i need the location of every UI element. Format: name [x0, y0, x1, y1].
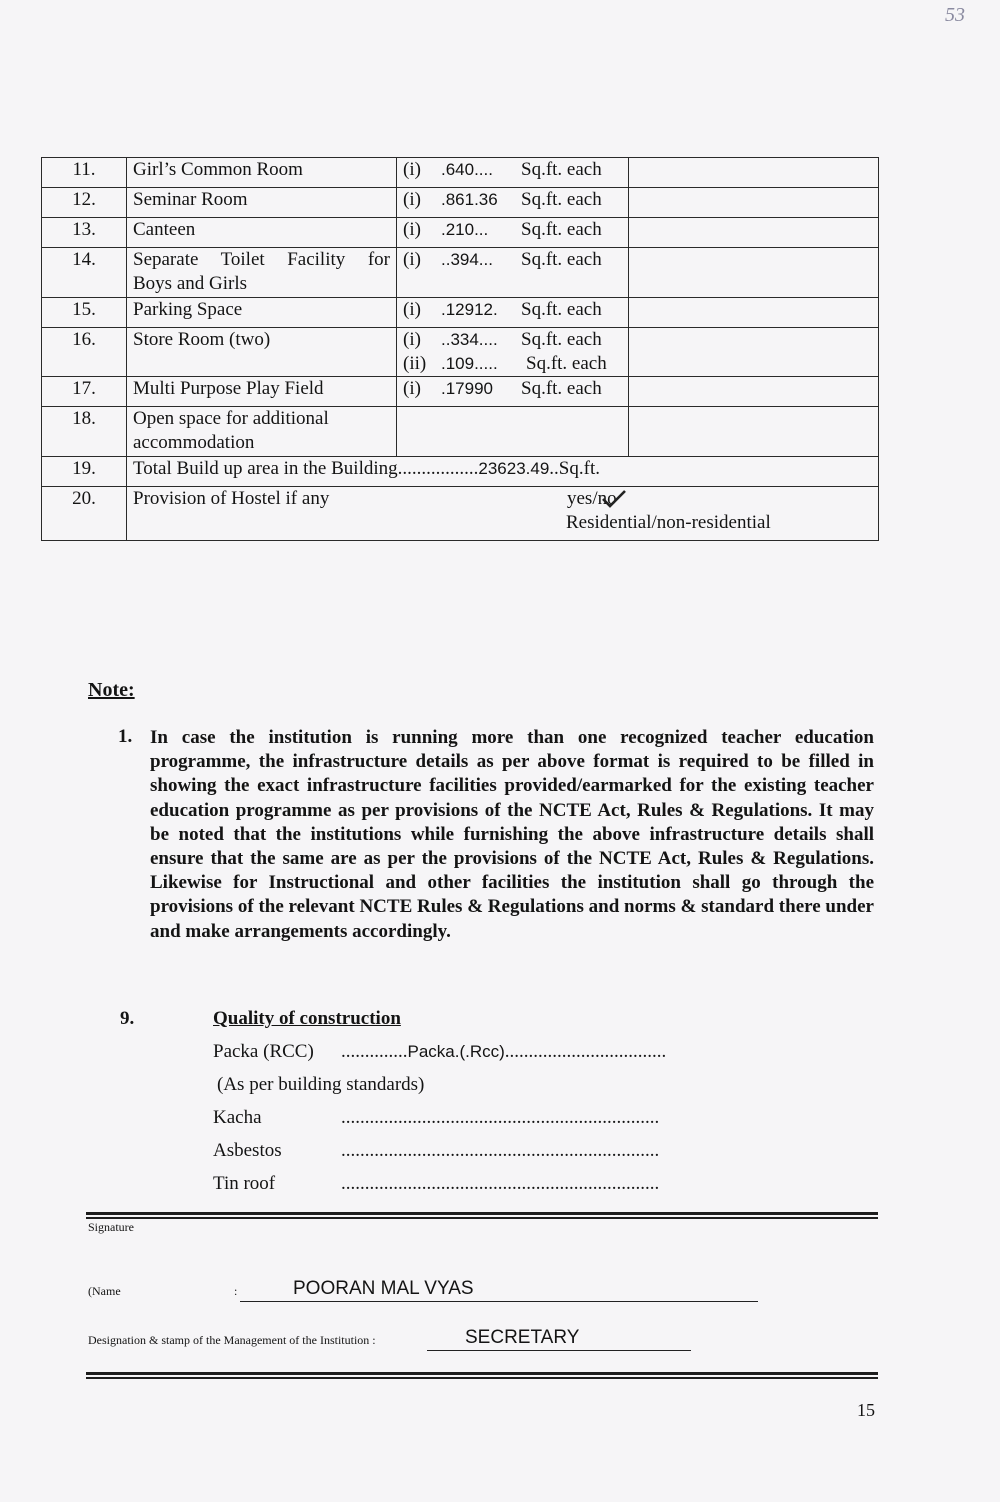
standards-note: (As per building standards) — [217, 1074, 425, 1095]
table-row — [42, 248, 879, 298]
handwritten-value: 23623.49 — [478, 459, 550, 478]
divider — [86, 1372, 878, 1375]
handwritten-value: .861.36 — [441, 190, 498, 209]
row-value: (i) .210... Sq.ft. each — [397, 218, 629, 248]
row-number: 12. — [42, 188, 127, 218]
row-value: (i) .12912. Sq.ft. each — [397, 298, 629, 328]
name-label: (Name — [88, 1284, 121, 1298]
note-text: In case the institution is running more than one recognized teacher education programme, the infrastructure details as per above format is required to be filled in showing the exact infrastructure facilities provided/earmarked for the existing teacher education programme as per provisions of the NCTE Act, Rules & Regulations. It may be noted that the institutions while furnishing the above infrastructure details shall ensure that the same are as per the provisions of the NCTE Act, Rules & Regulations. Likewise for Instructional and other facilities the institution shall go through the provisions of the relevant NCTE Rules & Regulations and norms & standard there under and make arrangements accordingly. — [150, 727, 874, 942]
tin-roof-row: Tin roof ................................................................... — [213, 1173, 660, 1194]
name-colon: : — [234, 1284, 238, 1298]
row-number: 11. — [42, 158, 127, 188]
row-item: Seminar Room — [127, 188, 397, 218]
row-item: Separate Toilet Facility for Boys and Girls — [127, 248, 397, 298]
table-row — [42, 188, 879, 218]
packa-row: Packa (RCC) ..............Packa.(.Rcc).................................. — [213, 1041, 667, 1062]
section-title: Quality of construction — [213, 1008, 401, 1029]
row-extra — [629, 188, 879, 218]
row-number: 13. — [42, 218, 127, 248]
page-number: 15 — [857, 1400, 875, 1420]
row-number: 15. — [42, 298, 127, 328]
divider — [86, 1377, 878, 1379]
hostel-residential: Residential/non-residential — [566, 512, 771, 533]
handwritten-value: .17990 — [441, 379, 493, 398]
table-row — [42, 328, 879, 377]
name-value: POORAN MAL VYAS — [240, 1278, 758, 1302]
row-value — [397, 407, 629, 457]
kacha-row: Kacha ................................................................... — [213, 1107, 660, 1128]
row-extra — [629, 328, 879, 377]
row-extra — [629, 248, 879, 298]
row-extra — [629, 158, 879, 188]
row-item: Canteen — [127, 218, 397, 248]
row-extra — [629, 218, 879, 248]
section-number: 9. — [120, 1008, 135, 1029]
handwritten-value: .640.... — [441, 160, 493, 179]
table-row — [42, 158, 879, 188]
table-row — [42, 218, 879, 248]
row-value: (i) ..394... Sq.ft. each — [397, 248, 629, 298]
infrastructure-table — [41, 157, 879, 541]
row-number: 19. — [42, 457, 127, 487]
divider — [86, 1217, 878, 1219]
table-row — [42, 298, 879, 328]
table-row — [42, 487, 879, 541]
hostel-provision: Provision of Hostel if any yes/no Residential/non-residential — [127, 487, 879, 541]
row-extra — [629, 407, 879, 457]
checkmark-icon — [601, 489, 627, 509]
total-build-up-area: Total Build up area in the Building.................23623.49..Sq.ft. — [127, 457, 879, 487]
row-value: (i) .17990 Sq.ft. each — [397, 377, 629, 407]
row-value: (i) .861.36 Sq.ft. each — [397, 188, 629, 218]
row-item: Store Room (two) — [127, 328, 397, 377]
table-row — [42, 457, 879, 487]
divider — [86, 1212, 878, 1215]
row-number: 16. — [42, 328, 127, 377]
handwritten-value: .12912. — [441, 300, 498, 319]
row-number: 14. — [42, 248, 127, 298]
handwritten-value: ..334.... — [441, 330, 498, 349]
row-item: Multi Purpose Play Field — [127, 377, 397, 407]
handwritten-value: .109..... — [441, 354, 498, 373]
handwritten-value: ..394... — [441, 250, 493, 269]
table-row — [42, 407, 879, 457]
asbestos-row: Asbestos ................................................................... — [213, 1140, 660, 1161]
handwritten-value: .210... — [441, 220, 489, 239]
row-value: (i) .640.... Sq.ft. each — [397, 158, 629, 188]
row-extra — [629, 298, 879, 328]
hostel-yes-no: yes/no — [567, 488, 617, 509]
designation-value: SECRETARY — [427, 1327, 691, 1351]
table-row — [42, 377, 879, 407]
row-number: 18. — [42, 407, 127, 457]
row-item: Girl’s Common Room — [127, 158, 397, 188]
row-extra — [629, 377, 879, 407]
designation-label: Designation & stamp of the Management of the Institution : — [88, 1333, 376, 1347]
row-number: 17. — [42, 377, 127, 407]
row-item: Parking Space — [127, 298, 397, 328]
note-number: 1. — [118, 726, 133, 747]
corner-page-mark: 53 — [945, 4, 965, 26]
row-value: (i) ..334.... Sq.ft. each (ii) .109..... Sq.ft. each — [397, 328, 629, 377]
handwritten-value: Packa.(.Rcc) — [407, 1042, 505, 1061]
row-item: Open space for additional accommodation — [127, 407, 397, 457]
row-number: 20. — [42, 487, 127, 541]
note-title: Note: — [88, 679, 135, 701]
signature-label: Signature — [88, 1220, 134, 1234]
